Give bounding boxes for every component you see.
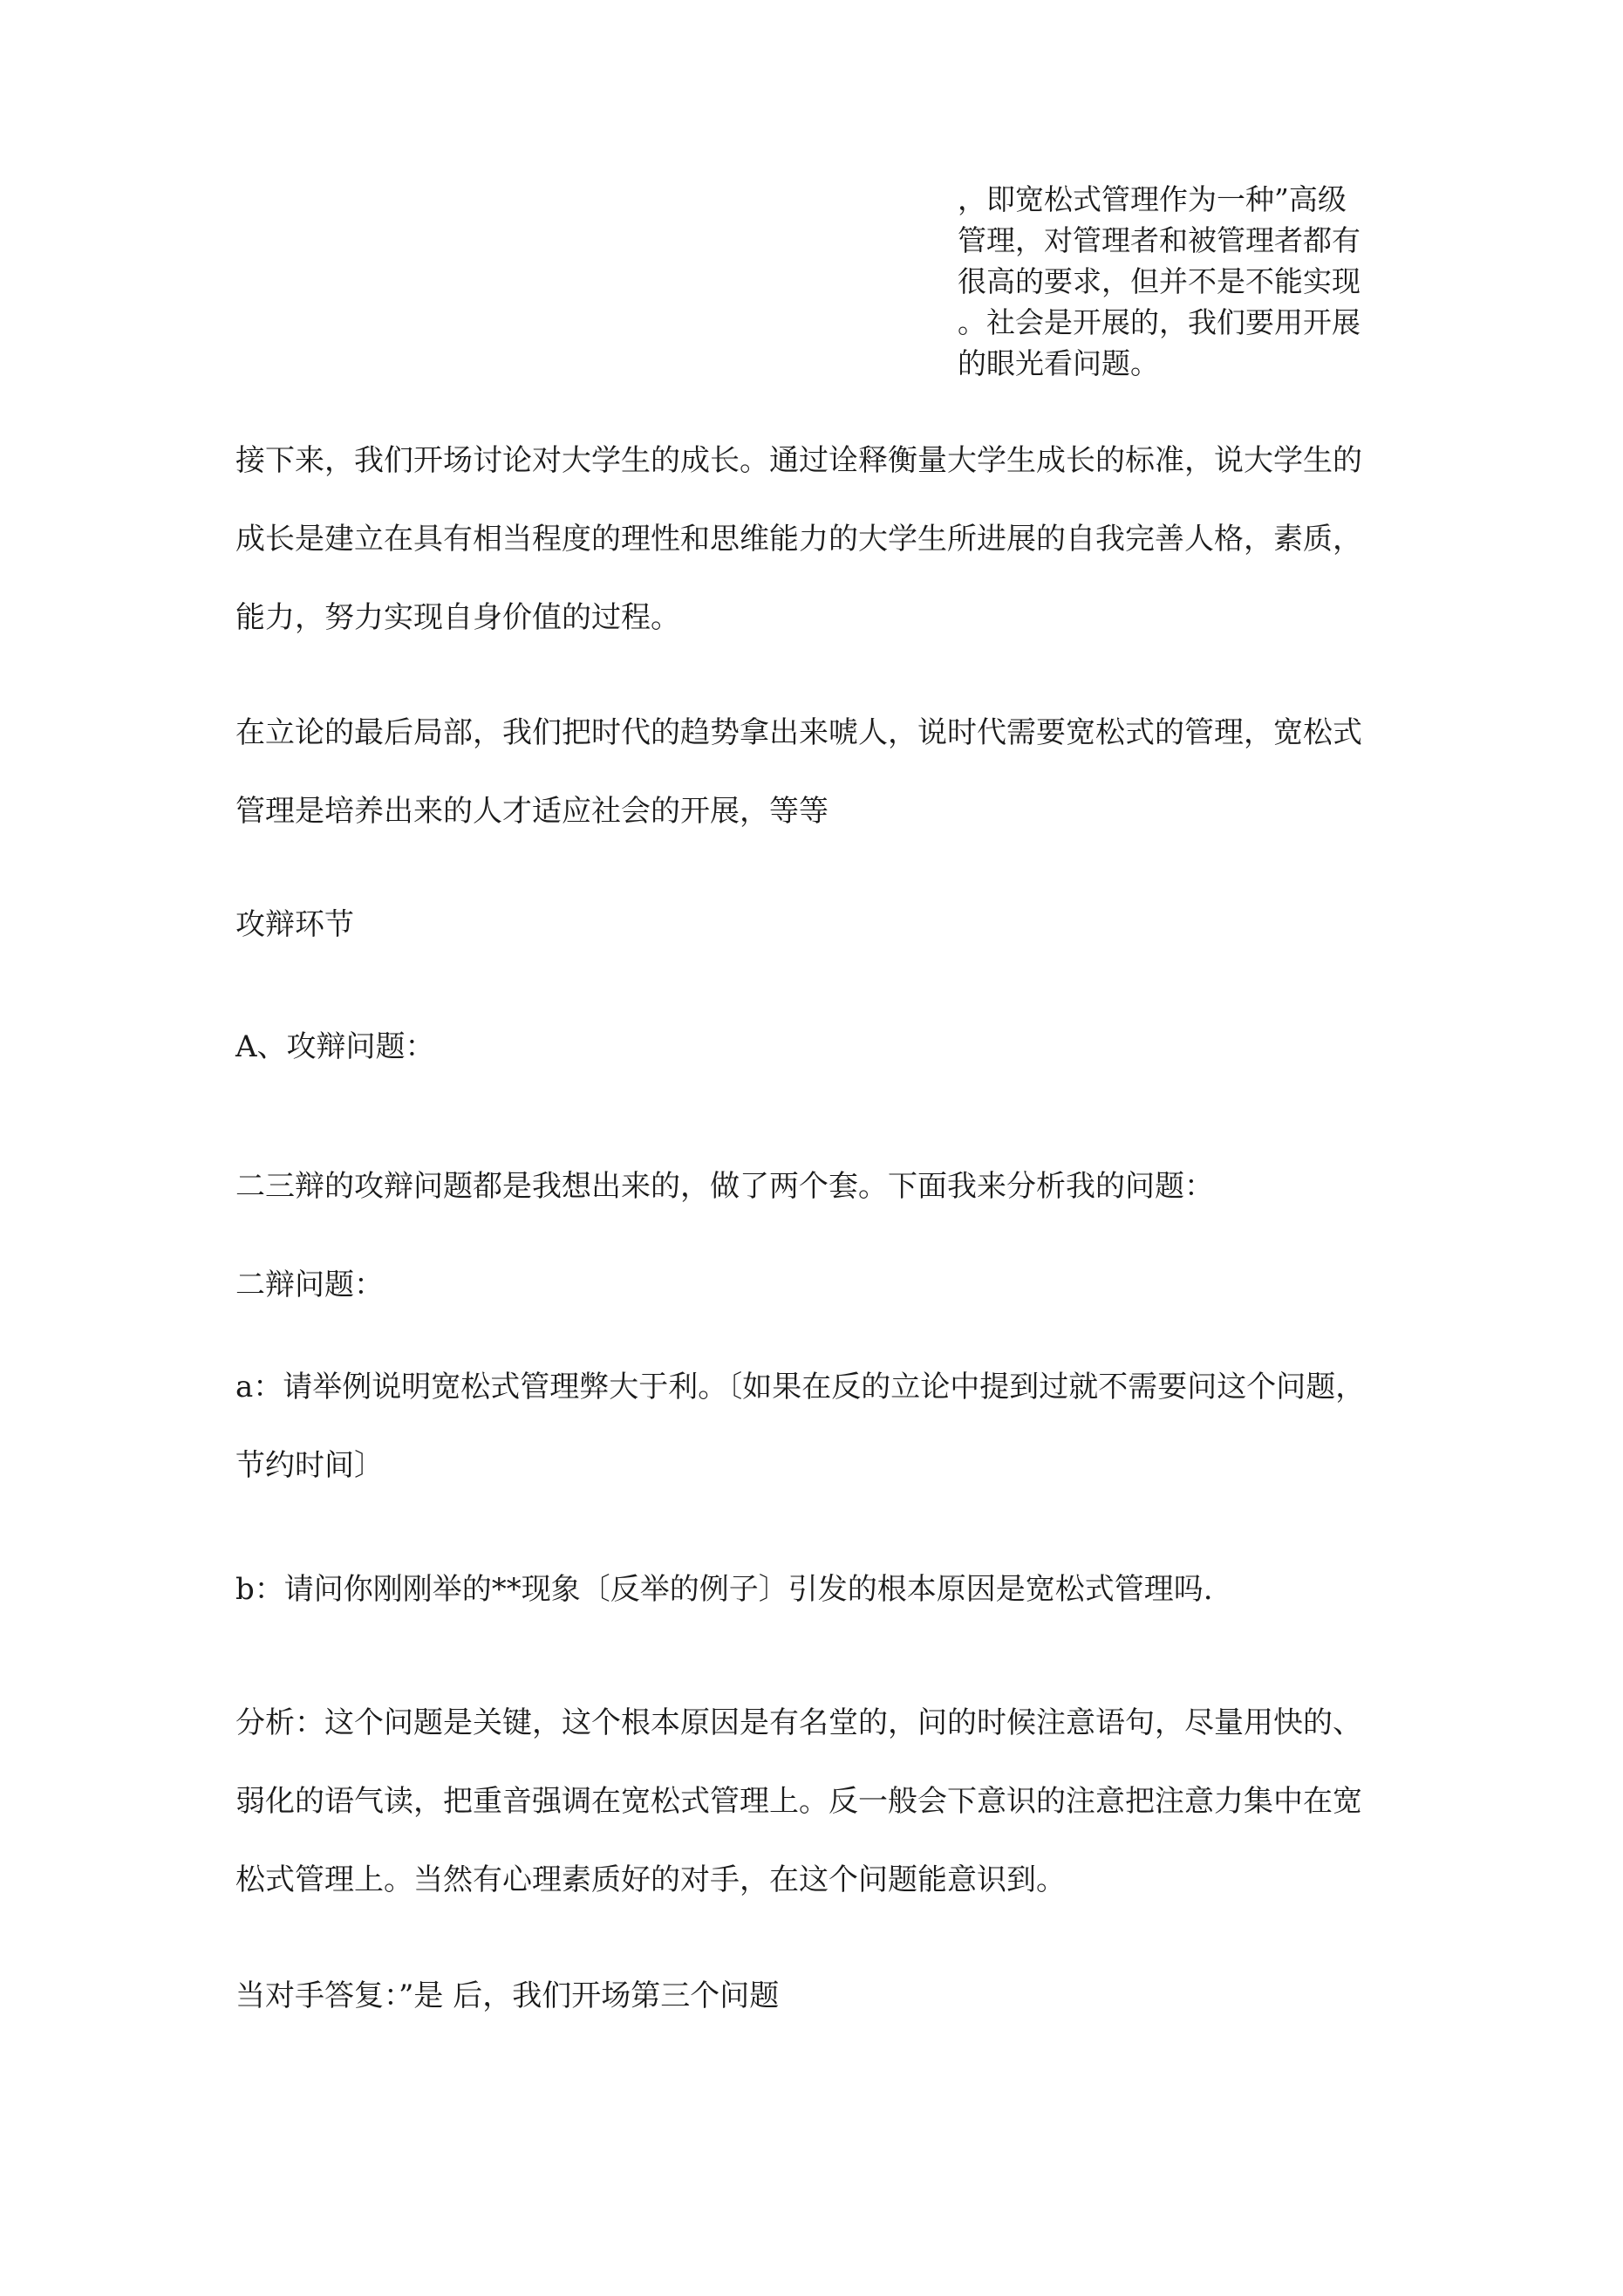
text-line: 能力，努力实现自身价值的过程。: [235, 600, 680, 635]
text-line: 管理，对管理者和被管理者都有: [958, 223, 1360, 257]
paragraph-analysis: [235, 1684, 1422, 1919]
heading-attack-questions: A、攻辩问题：: [235, 1029, 435, 1064]
text-line: 的眼光看问题。: [958, 346, 1159, 380]
text-line: a：请举例说明宽松式管理弊大于利。〔如果在反的立论中提到过就不需要问这个问题，: [235, 1370, 1366, 1404]
text-line: 管理是培养出来的人才适应社会的开展，等等: [235, 794, 829, 829]
question-a: [235, 1348, 1422, 1505]
text-line: ，即宽松式管理作为一种”高级: [958, 182, 1347, 216]
paragraph-era-trend: [235, 694, 1422, 851]
paragraph-opponent-answer: 当对手答复：”是 后，我们开场第三个问题: [235, 1978, 780, 2013]
text-line: 松式管理上。当然有心理素质好的对手，在这个问题能意识到。: [235, 1862, 1066, 1897]
heading-attack-debate: 攻辩环节: [235, 907, 354, 942]
heading-second-debater: 二辩问题：: [235, 1268, 384, 1302]
text-line: 很高的要求，但并不是不能实现: [958, 264, 1360, 298]
text-line: 接下来，我们开场讨论对大学生的成长。通过诠释衡量大学生成长的标准，说大学生的: [235, 443, 1362, 478]
indented-text-block: [958, 179, 1411, 384]
text-line: 。社会是开展的，我们要用开展: [958, 305, 1360, 339]
text-line: 节约时间〕: [235, 1448, 384, 1483]
text-line: 成长是建立在具有相当程度的理性和思维能力的大学生所进展的自我完善人格，素质，: [235, 522, 1362, 557]
paragraph-student-growth: [235, 421, 1422, 657]
question-b: b：请问你刚刚举的**现象〔反举的例子〕引发的根本原因是宽松式管理吗.: [235, 1572, 1213, 1607]
paragraph-question-design: 二三辩的攻辩问题都是我想出来的，做了两个套。下面我来分析我的问题：: [235, 1169, 1214, 1204]
text-line: 弱化的语气读，把重音强调在宽松式管理上。反一般会下意识的注意把注意力集中在宽: [235, 1784, 1362, 1819]
text-line: 分析：这个问题是关键，这个根本原因是有名堂的，问的时候注意语句，尽量用快的、: [235, 1705, 1362, 1740]
text-line: 在立论的最后局部，我们把时代的趋势拿出来唬人，说时代需要宽松式的管理，宽松式: [235, 715, 1362, 750]
